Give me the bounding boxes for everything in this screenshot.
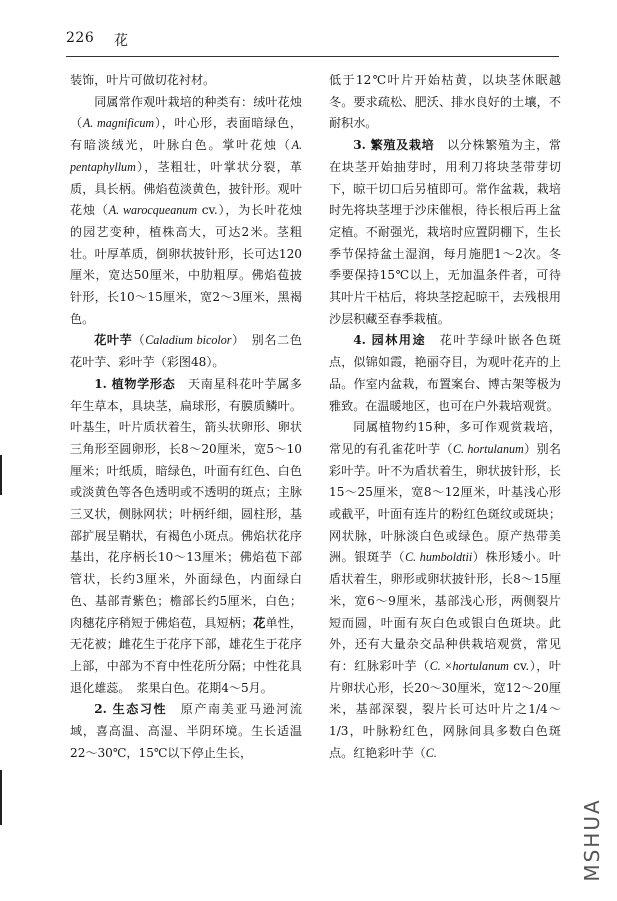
section-heading: 1. 植物学形态 xyxy=(94,376,176,391)
scan-edge-mark xyxy=(0,455,2,495)
section-heading: 2. 生态习性 xyxy=(94,702,168,717)
latin-name: A. warocqueanum xyxy=(108,203,198,218)
header-rule xyxy=(66,56,559,57)
paragraph: 2. 生态习性 原产南美亚马逊河流域，喜高温、高湿、半阴环境。生长适温22～30℃，15℃以下停止生长， xyxy=(70,702,302,760)
right-column xyxy=(329,70,561,765)
paragraph: 1. 植物学形态 天南星科花叶芋属多年生草本，具块茎，扁球形，有膜质鳞叶。叶基生，叶片质状着生，箭头状卵形、卵状三角形至圆卵形，长8～20厘米，宽5～10厘米；叶纸质，暗绿色，叶面有红色、白色或淡黄色等各色透明或不透明的斑点；主脉三叉状，侧脉网状；叶柄纤细，圆柱形，基部扩展呈鞘状，有褐色小斑点。佛焰状花序基出，花序柄长10～13厘米；佛焰苞下部管状，长约3厘米，外面绿色，内面绿白色、基部青紫色；檐部长约5厘米，白色；肉穗花序稍短于佛焰苞，具短柄；花单性，无花被；雌花生于花序下部，雄花生于花序上部，中部为不育中性花所分隔；中性花具退化雄蕊。 浆果白色。花期4～5月。 xyxy=(70,376,302,695)
species-name: 花叶芋 xyxy=(94,333,133,348)
latin-name: C. xyxy=(425,745,437,760)
paragraph: 同属植物约15种，多可作观赏栽培，常见的有孔雀花叶芋（C. hortulanum）别名彩叶芋。叶不为盾状着生，卵状披针形，长15～25厘米，宽8～12厘米，叶基浅心形或截平，叶面有连片的粉红色斑纹或斑块；网状脉，叶脉淡白色或绿色。原产热带美洲。银斑芋（C. humboldtii）株形矮小。叶盾状着生，卵形或卵状披针形，长8～15厘米，宽6～9厘米，基部浅心形，两侧裂片短而圆，叶面有灰白色或银白色斑块。此外，还有大量杂交品种供栽培观赏，常见有：红脉彩叶芋（C. ×hortulanum cv.），叶片卵状心形，长20～30厘米，宽12～20厘米，基部深裂，裂片长可达叶片之1/4～1/3，叶脉粉红色，网脉间具多数白色斑点。红艳彩叶芋（C. xyxy=(329,420,561,760)
latin-name: C. ×hortulanum xyxy=(429,658,509,673)
paragraph: 3. 繁殖及栽培 以分株繁殖为主，常在块茎开始抽芽时，用利刀将块茎带芽切下，晾干切口后另植即可。常作盆栽，栽培时先将块茎埋于沙床催根，待长根后再上盆定植。不耐强光，栽培时应置阴棚下，生长季节保持盆土湿润，每月施肥1～2次。冬季要保持15℃以上，无加温条件者，可待其叶片干枯后，将块茎挖起晾干，去残根用沙层积藏至春季栽植。 xyxy=(329,138,561,326)
paragraph: 同属常作观叶栽培的种类有：绒叶花烛（A. magnificum），叶心形，表面暗绿色，有暗淡绒光，叶脉白色。掌叶花烛（A. pentaphyllum），茎粗壮，叶掌状分裂，革质，具长柄。佛焰苞淡黄色，披针形。观叶花烛（A. warocqueanum cv.），为长叶花烛的园艺变种，植株高大，可达2米。茎粗壮。叶厚革质，倒卵状披针形，长可达120厘米，宽达50厘米，中肋粗厚。佛焰苞披针形，长10～15厘米，宽2～3厘米，黑褐色。 xyxy=(70,94,302,326)
latin-name: C. hortulanum xyxy=(452,441,524,456)
paragraph: 4. 园林用途 花叶芋绿叶嵌各色斑点，似锦如霞，艳丽夺目，为观叶花卉的上品。作室内盆栽，布置案台、博古架等极为雅致。在温暖地区，也可在户外栽培观赏。 xyxy=(329,333,561,413)
page-header xyxy=(66,30,556,56)
paragraph: 低于12℃叶片开始枯黄，以块茎休眠越冬。要求疏松、肥沃、排水良好的土壤，不耐积水。 xyxy=(329,73,561,131)
running-title: 花 xyxy=(114,33,128,49)
latin-name: Caladium bicolor xyxy=(145,333,232,348)
page-number: 226 xyxy=(66,30,95,46)
species-entry: 花叶芋（Caladium bicolor） 别名二色花叶芋、彩叶芋（彩图48）。 xyxy=(70,333,302,370)
latin-name: A. pentaphyllum xyxy=(70,138,302,174)
watermark: MSHUA xyxy=(580,798,604,882)
paragraph: 装饰，叶片可做切花衬材。 xyxy=(70,73,216,87)
section-heading: 3. 繁殖及栽培 xyxy=(353,138,435,153)
left-column xyxy=(70,70,302,765)
latin-name: A. magnificum xyxy=(82,116,155,131)
section-heading: 4. 园林用途 xyxy=(353,333,427,348)
latin-name: C. humboldtii xyxy=(405,550,473,565)
scan-edge-mark xyxy=(0,770,2,825)
